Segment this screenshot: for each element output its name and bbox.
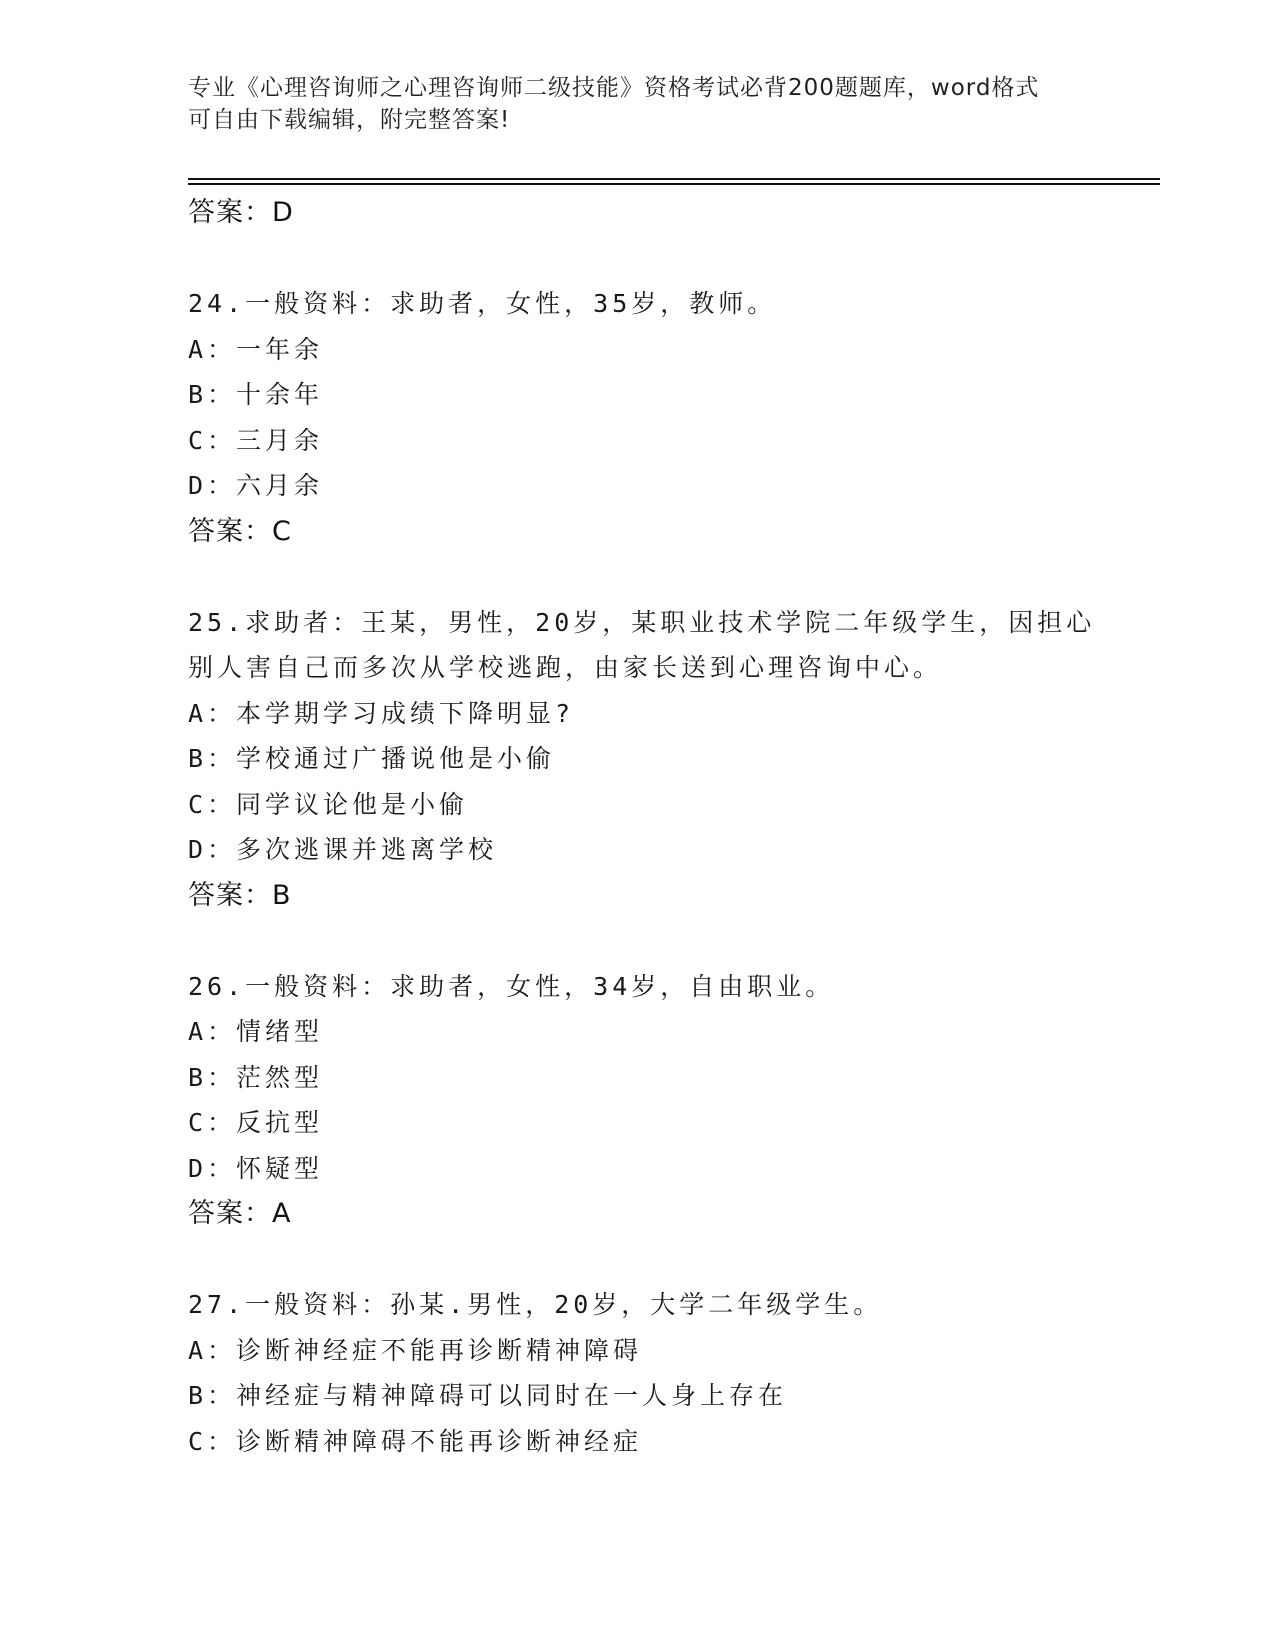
option-b: B：神经症与精神障碍可以同时在一人身上存在: [188, 1381, 788, 1410]
answer-line: 答案：D: [188, 197, 294, 228]
spacer: [188, 918, 1128, 964]
option-b: B：十余年: [188, 380, 324, 409]
spacer: [188, 554, 1128, 600]
option-c: C：同学议论他是小偷: [188, 789, 469, 819]
answer-line: 答案：C: [188, 515, 292, 547]
option-a: A：诊断神经症不能再诊断精神障碍: [188, 1335, 643, 1365]
option-d: D：六月余: [188, 471, 324, 500]
question-stem: 25.求助者：王某，男性，20岁，某职业技术学院二年级学生，因担心: [188, 607, 1096, 637]
header-rule-bottom: [188, 183, 1160, 185]
question-stem: 26.一般资料：求助者，女性，34岁，自由职业。: [188, 971, 835, 1001]
option-c: C：反抗型: [188, 1108, 324, 1137]
question-stem: 27.一般资料：孙某.男性，20岁，大学二年级学生。: [188, 1290, 883, 1319]
option-b: B：学校通过广播说他是小偷: [188, 744, 556, 773]
option-b: B：茫然型: [188, 1062, 324, 1092]
answer-line: 答案：A: [188, 1198, 292, 1229]
option-a: A：本学期学习成绩下降明显?: [188, 698, 575, 728]
question-stem-continued: 别人害自己而多次从学校逃跑，由家长送到心理咨询中心。: [188, 653, 943, 682]
document-header: [188, 72, 1088, 136]
answer-line: 答案：B: [188, 879, 292, 911]
header-line-1: 专业《心理咨询师之心理咨询师二级技能》资格考试必背200题题库，word格式: [188, 75, 1040, 101]
option-a: A：情绪型: [188, 1017, 324, 1046]
option-d: D：怀疑型: [188, 1153, 324, 1183]
header-line-2: 可自由下载编辑，附完整答案!: [188, 107, 511, 133]
option-c: C：三月余: [188, 425, 324, 455]
option-a: A：一年余: [188, 334, 324, 364]
spacer: [188, 236, 1128, 282]
question-list: [188, 190, 1128, 1464]
header-rule-top: [188, 178, 1160, 180]
option-c: C：诊断精神障碍不能再诊断神经症: [188, 1426, 643, 1456]
spacer: [188, 1237, 1128, 1283]
question-stem: 24.一般资料：求助者，女性，35岁，教师。: [188, 289, 777, 318]
option-d: D：多次逃课并逃离学校: [188, 835, 498, 864]
